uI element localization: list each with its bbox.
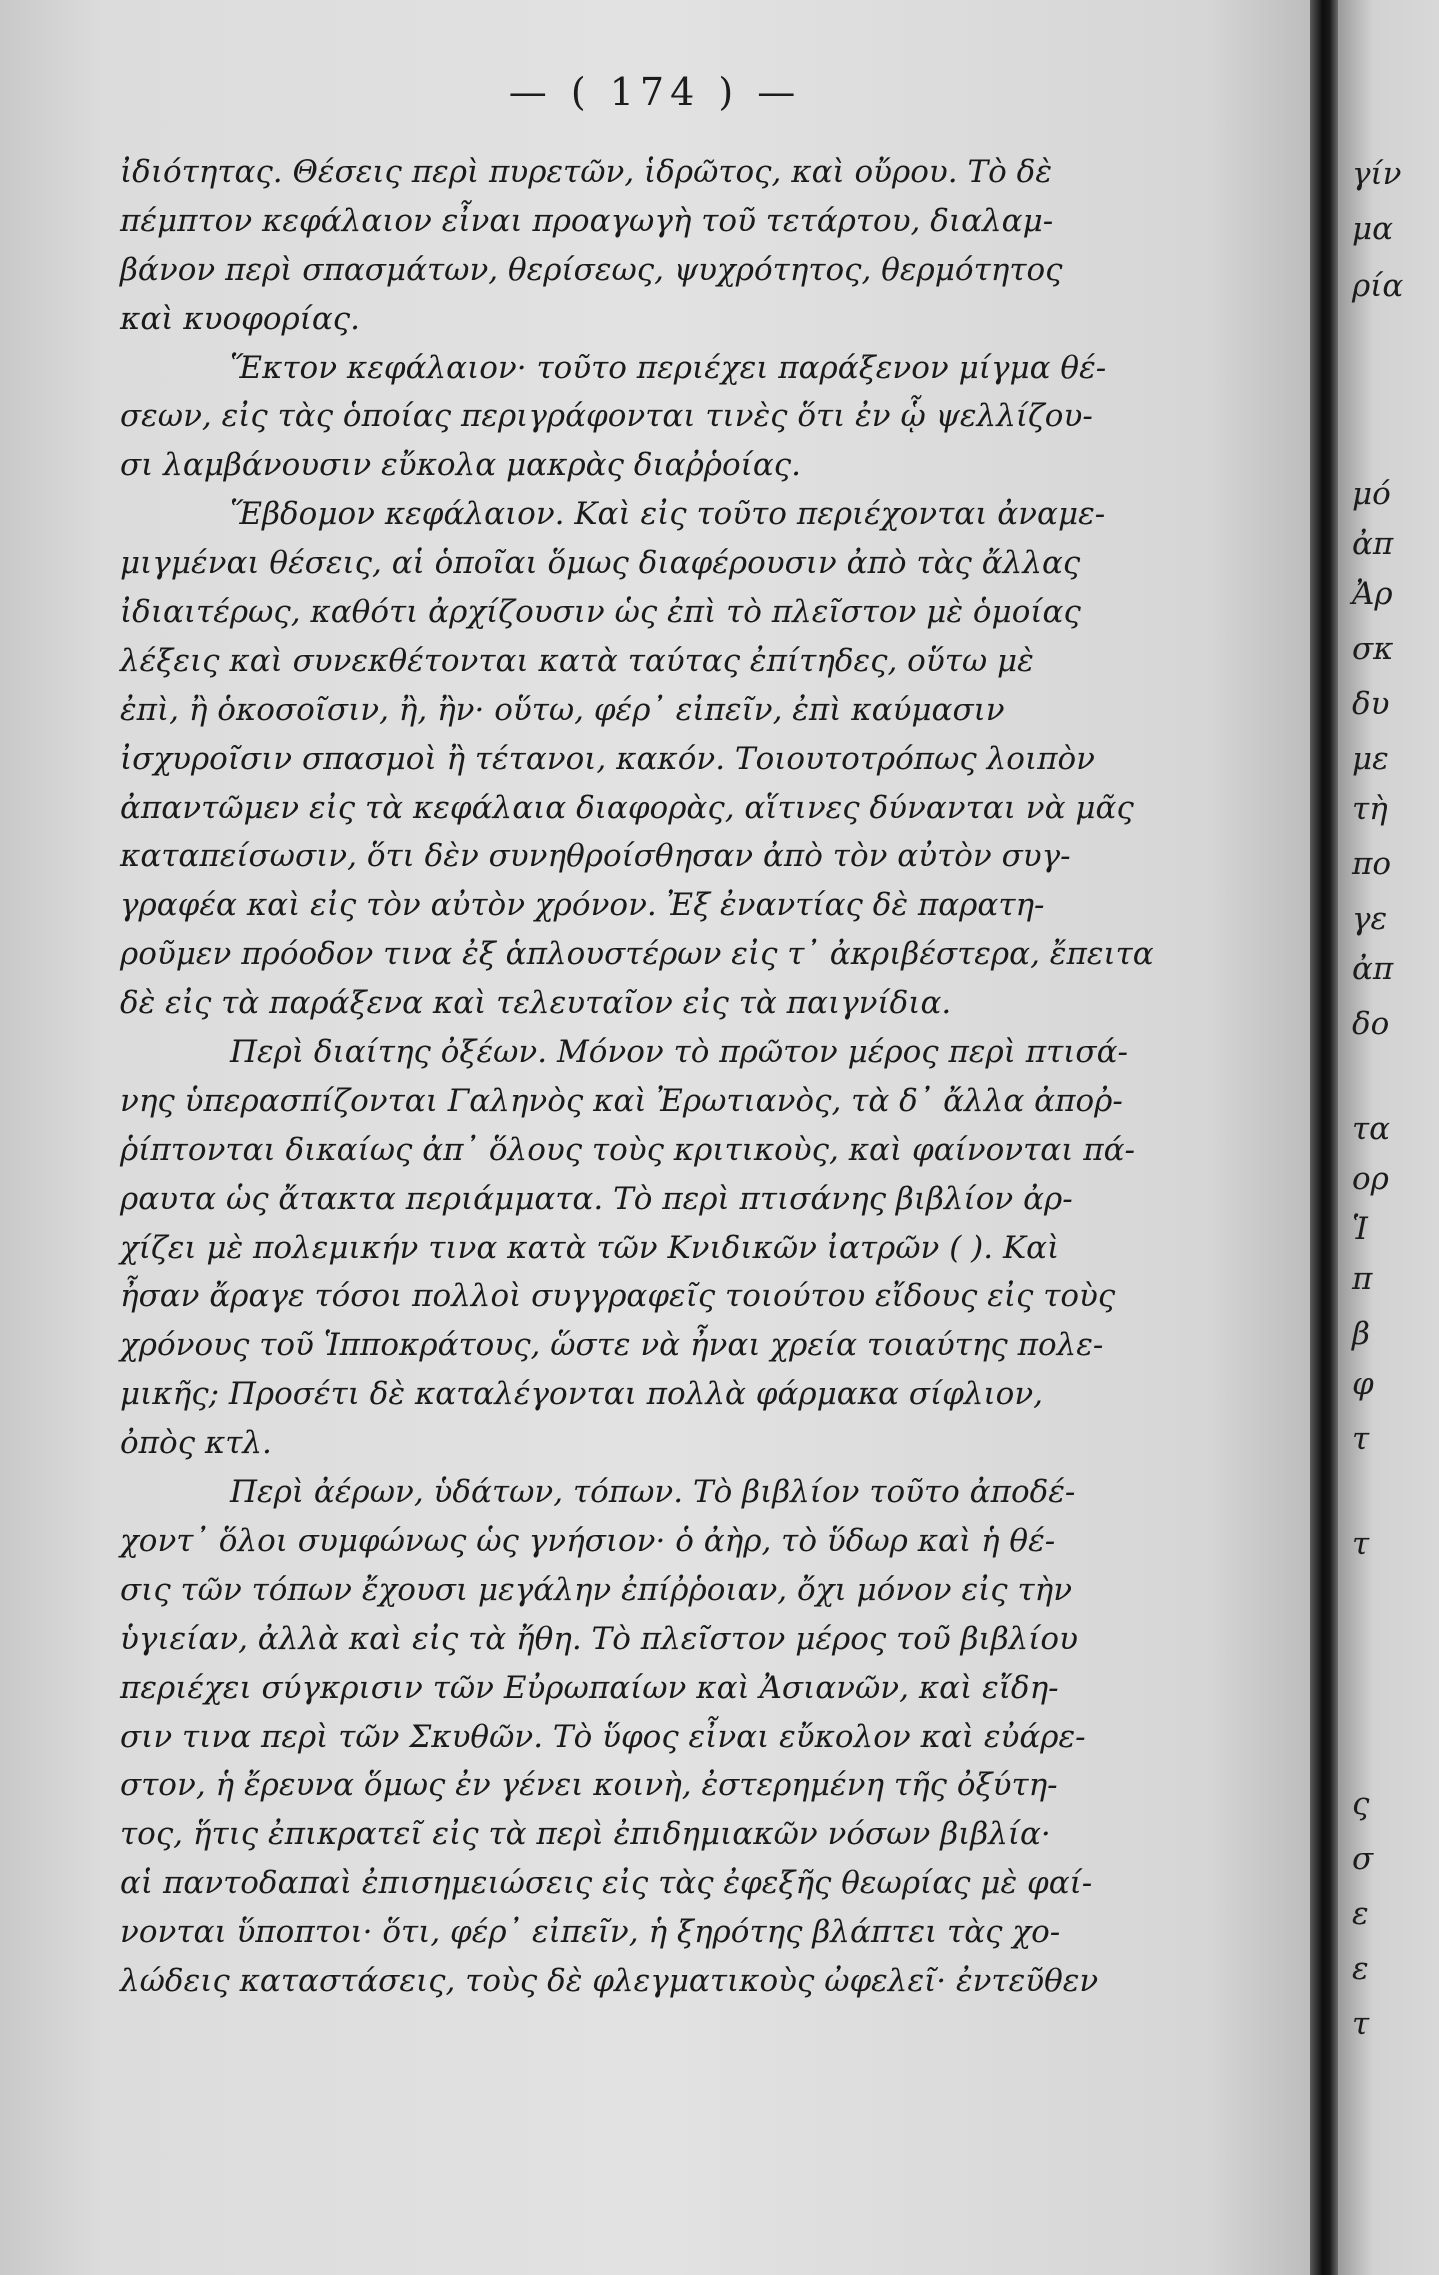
book-gutter <box>1310 0 1338 2275</box>
text-line: Ἕκτον κεφάλαιον· τοῦτο περιέχει παράξενον μίγμα θέ- <box>230 349 1107 386</box>
text-line: Περὶ διαίτης ὀξέων. Μόνον τὸ πρῶτον μέρος περὶ πτισά- <box>230 1034 1129 1071</box>
text-line: καὶ κυοφορίας. <box>120 300 361 337</box>
text-line: ἐπὶ, ἢ ὁκοσοῖσιν, ἢ, ἢν· οὕτω, φέρ᾽ εἰπεῖν, ἐπὶ καύμασιν <box>120 691 1005 728</box>
text-line: ροῦμεν πρόοδον τινα ἐξ ἁπλουστέρων εἰς τ᾽ ἀκριβέστερα, ἔπειτα <box>120 936 1154 973</box>
text-line: καταπείσωσιν, ὅτι δὲν συνηθροίσθησαν ἀπὸ τὸν αὐτὸν συγ- <box>120 838 1071 875</box>
facing-page-fragment: σκ <box>1352 631 1394 667</box>
text-line: σις τῶν τόπων ἔχουσι μεγάλην ἐπίῤῥοιαν, ὄχι μόνον εἰς τὴν <box>120 1571 1073 1608</box>
facing-page-fragment: γε <box>1352 901 1388 937</box>
text-line: δὲ εἰς τὰ παράξενα καὶ τελευταῖον εἰς τὰ παιγνίδια. <box>120 985 952 1022</box>
facing-page-fragment: φ <box>1352 1366 1374 1402</box>
facing-page-fragment: ρία <box>1352 268 1404 304</box>
text-line: ἀπαντῶμεν εἰς τὰ κεφάλαια διαφορὰς, αἵτινες δύνανται νὰ μᾶς <box>120 789 1134 826</box>
text-line: χοντ᾽ ὅλοι συμφώνως ὡς γνήσιον· ὁ ἀὴρ, τὸ ὕδωρ καὶ ἡ θέ- <box>120 1522 1056 1559</box>
facing-page-fragment: ἀπ <box>1352 951 1394 987</box>
text-line: χίζει μὲ πολεμικήν τινα κατὰ τῶν Κνιδικῶν ἰατρῶν ( ). Καὶ <box>120 1229 1060 1266</box>
facing-page-fragment: γίν <box>1352 156 1402 192</box>
text-line: πέμπτον κεφάλαιον εἶναι προαγωγὴ τοῦ τετάρτου, διαλαμ- <box>120 202 1054 239</box>
facing-page-fragment: π <box>1352 1261 1373 1297</box>
text-line: αἱ παντοδαπαὶ ἐπισημειώσεις εἰς τὰς ἐφεξῆς θεωρίας μὲ φαί- <box>120 1865 1093 1902</box>
facing-page-fragment: πο <box>1352 846 1392 882</box>
text-line: γραφέα καὶ εἰς τὸν αὐτὸν χρόνον. Ἐξ ἐναντίας δὲ παρατη- <box>120 887 1045 924</box>
facing-page-fragment: β <box>1352 1316 1370 1352</box>
text-line: ραυτα ὡς ἄτακτα περιάμματα. Τὸ περὶ πτισάνης βιβλίον ἀρ- <box>120 1180 1073 1217</box>
facing-page-fragment: μό <box>1352 476 1391 512</box>
facing-page-fragment: Ἀρ <box>1352 576 1393 612</box>
facing-page-fragment: ε <box>1352 1951 1369 1987</box>
text-line: μιγμέναι θέσεις, αἱ ὁποῖαι ὅμως διαφέρουσιν ἀπὸ τὰς ἄλλας <box>120 545 1081 582</box>
facing-page-fragment: τ <box>1352 2006 1370 2042</box>
text-line: λέξεις καὶ συνεκθέτονται κατὰ ταύτας ἐπίτηδες, οὕτω μὲ <box>120 642 1034 679</box>
text-line: ὑγιείαν, ἀλλὰ καὶ εἰς τὰ ἤθη. Τὸ πλεῖστον μέρος τοῦ βιβλίου <box>120 1620 1078 1657</box>
text-line: νονται ὕποπτοι· ὅτι, φέρ᾽ εἰπεῖν, ἡ ξηρότης βλάπτει τὰς χο- <box>120 1914 1061 1951</box>
facing-page-fragment: μα <box>1352 211 1394 247</box>
facing-page-fragment: σ <box>1352 1841 1374 1877</box>
text-line: σεων, εἰς τὰς ὁποίας περιγράφονται τινὲς ὅτι ἐν ᾧ ψελλίζου- <box>120 398 1093 435</box>
text-line: βάνον περὶ σπασμάτων, θερίσεως, ψυχρότητος, θερμότητος <box>120 251 1063 288</box>
text-line: περιέχει σύγκρισιν τῶν Εὐρωπαίων καὶ Ἀσιανῶν, καὶ εἴδη- <box>120 1669 1059 1706</box>
text-line: ἰδιαιτέρως, καθότι ἀρχίζουσιν ὡς ἐπὶ τὸ πλεῖστον μὲ ὁμοίας <box>120 594 1081 631</box>
text-line: χρόνους τοῦ Ἱπποκράτους, ὥστε νὰ ἦναι χρεία τοιαύτης πολε- <box>120 1327 1104 1364</box>
facing-page-fragment: ς <box>1352 1786 1370 1822</box>
text-line: Ἕβδομον κεφάλαιον. Καὶ εἰς τοῦτο περιέχονται ἀναμε- <box>230 496 1106 533</box>
text-line: μικῆς; Προσέτι δὲ καταλέγονται πολλὰ φάρμακα σίφλιον, <box>120 1376 1044 1413</box>
text-line: Περὶ ἀέρων, ὑδάτων, τόπων. Τὸ βιβλίον τοῦτο ἀποδέ- <box>230 1474 1076 1511</box>
facing-page-fragment: δο <box>1352 1006 1390 1042</box>
text-line: ἦσαν ἄραγε τόσοι πολλοὶ συγγραφεῖς τοιούτου εἴδους εἰς τοὺς <box>120 1278 1116 1315</box>
facing-page-fragment: ἀπ <box>1352 526 1394 562</box>
facing-page-edge <box>1338 0 1439 2275</box>
page-body-text <box>120 148 1260 2006</box>
text-line: λώδεις καταστάσεις, τοὺς δὲ φλεγματικοὺς ὠφελεῖ· ἐντεῦθεν <box>120 1962 1099 1999</box>
facing-page-fragment: δυ <box>1352 686 1390 722</box>
text-line: ἰσχυροῖσιν σπασμοὶ ἢ τέτανοι, κακόν. Τοιουτοτρόπως λοιπὸν <box>120 740 1096 777</box>
facing-page-fragment: τα <box>1352 1111 1391 1147</box>
page-number-header: — ( 174 ) — <box>508 70 802 114</box>
text-line: ὀπὸς κτλ. <box>120 1425 272 1462</box>
text-line: σιν τινα περὶ τῶν Σκυθῶν. Τὸ ὕφος εἶναι εὔκολον καὶ εὐάρε- <box>120 1718 1086 1755</box>
facing-page-fragment: τ <box>1352 1526 1370 1562</box>
facing-page-fragment: τὴ <box>1352 791 1388 827</box>
text-line: ἰδιότητας. Θέσεις περὶ πυρετῶν, ἱδρῶτος, καὶ οὔρου. Τὸ δὲ <box>120 154 1052 190</box>
facing-page-fragment: με <box>1352 741 1389 777</box>
text-line: στον, ἡ ἔρευνα ὅμως ἐν γένει κοινὴ, ἐστερημένη τῆς ὀξύτη- <box>120 1767 1058 1804</box>
facing-page-fragment: ορ <box>1352 1161 1389 1197</box>
facing-page-fragment: Ἱ <box>1352 1211 1368 1247</box>
text-line: σι λαμβάνουσιν εὔκολα μακρὰς διαῤῥοίας. <box>120 447 801 484</box>
text-line: τος, ἥτις ἐπικρατεῖ εἰς τὰ περὶ ἐπιδημιακῶν νόσων βιβλία· <box>120 1816 1051 1853</box>
facing-page-fragment: ε <box>1352 1896 1369 1932</box>
text-line: ῥίπτονται δικαίως ἀπ᾽ ὅλους τοὺς κριτικοὺς, καὶ φαίνονται πά- <box>120 1131 1136 1168</box>
text-line: νης ὑπερασπίζονται Γαληνὸς καὶ Ἐρωτιανὸς, τὰ δ᾽ ἄλλα ἀποῤ- <box>120 1082 1123 1119</box>
facing-page-fragment: τ <box>1352 1421 1370 1457</box>
